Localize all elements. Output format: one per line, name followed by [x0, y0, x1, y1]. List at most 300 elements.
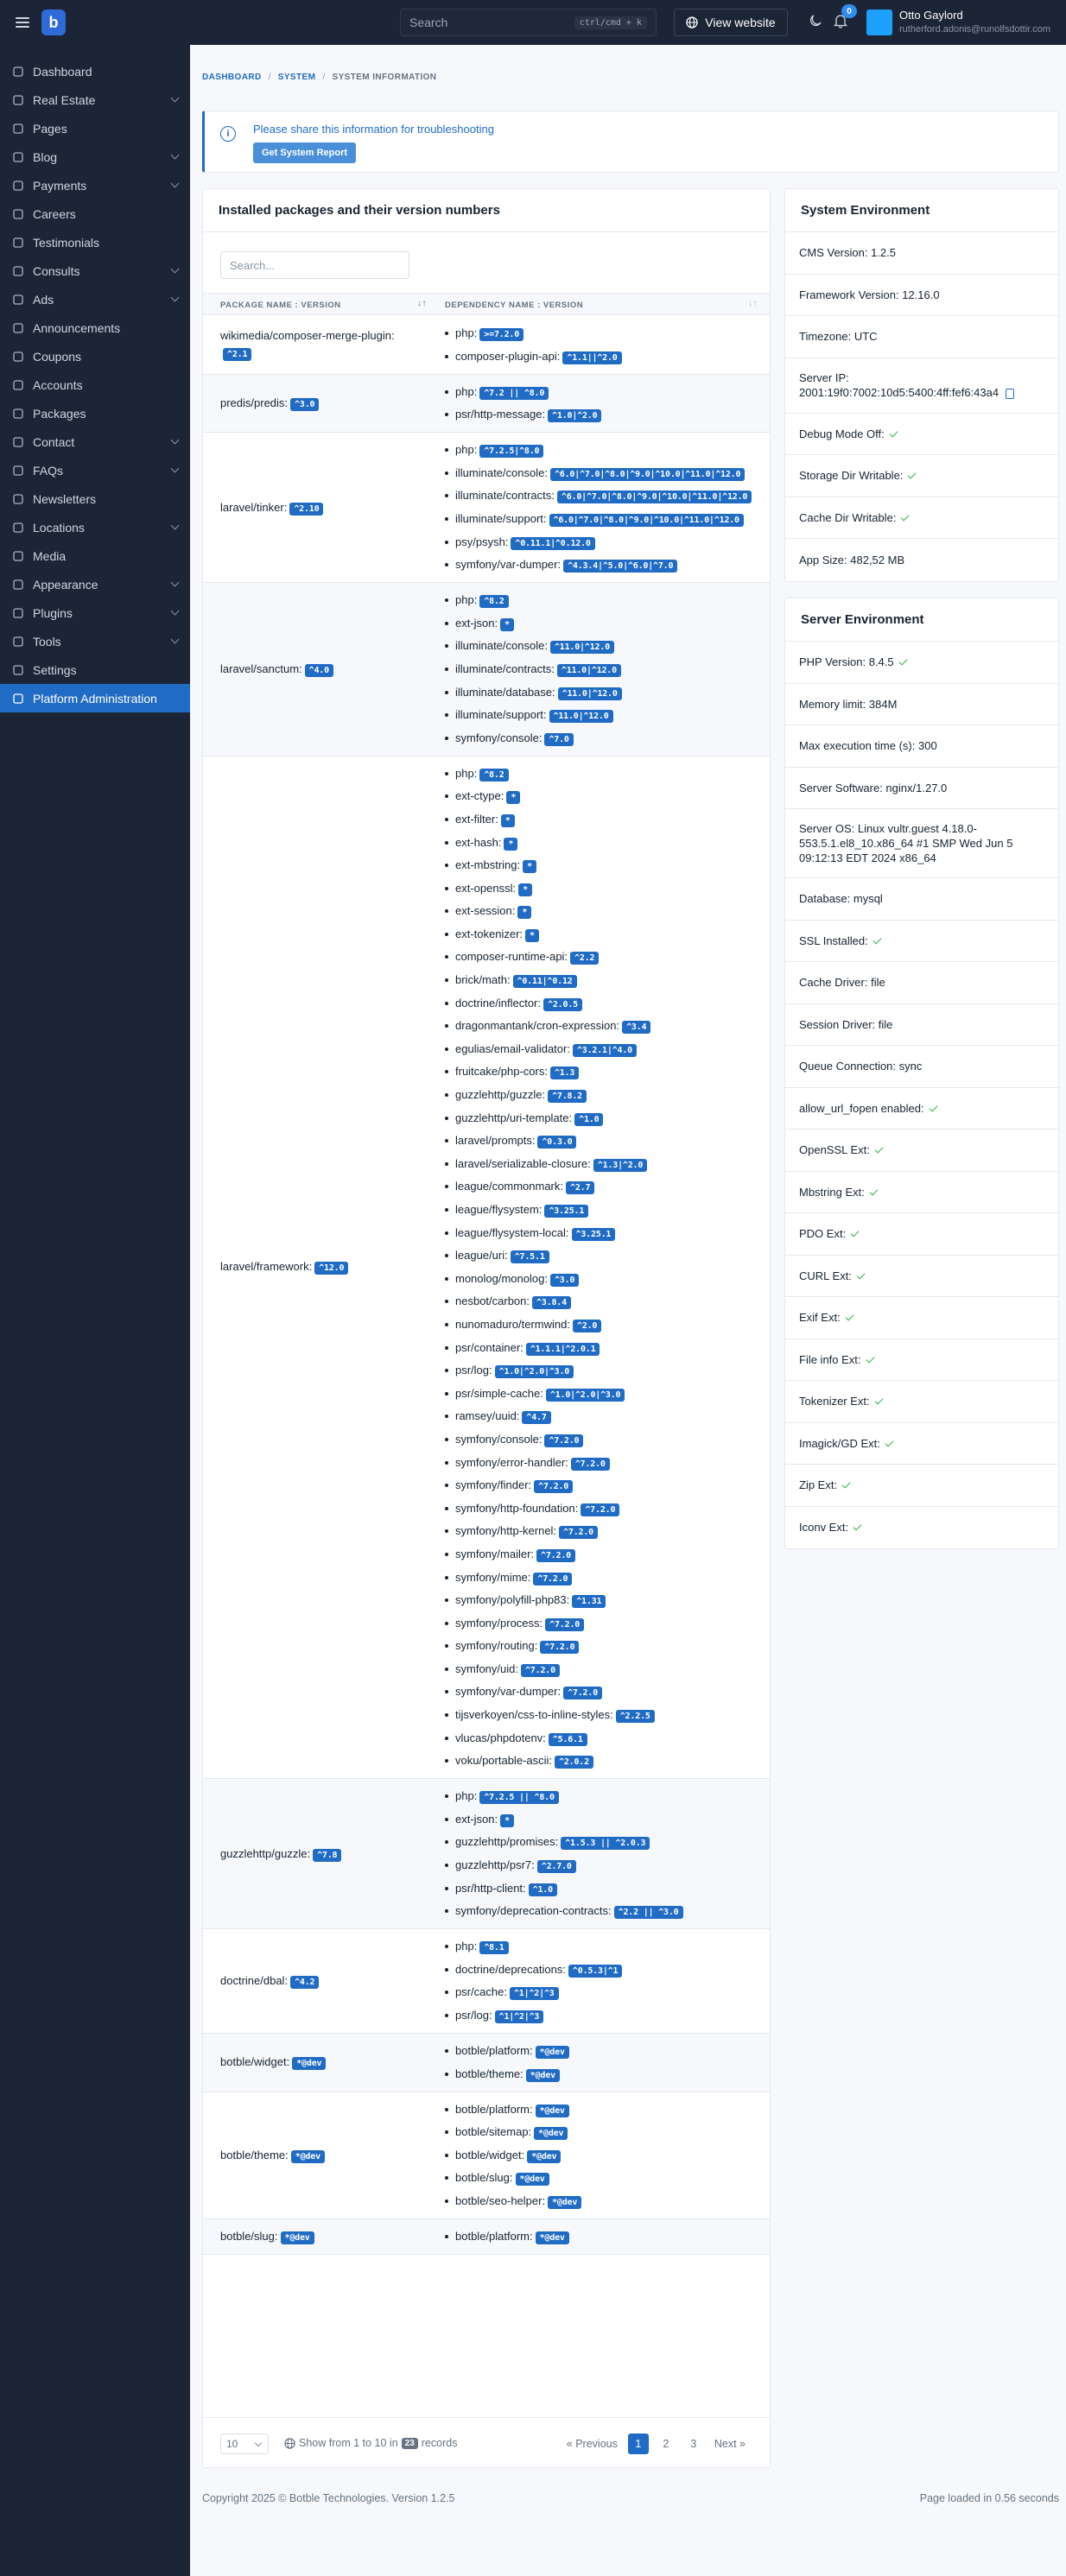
check-icon: [856, 1270, 865, 1279]
dependency-name: laravel/serializable-closure:: [455, 1156, 591, 1170]
check-icon: [898, 657, 907, 666]
alert-message: Please share this information for troubleshooting: [253, 123, 494, 136]
packages-search-input[interactable]: Search...: [220, 251, 409, 279]
version-badge: ^2.1: [223, 348, 251, 361]
dependency-list: [429, 433, 770, 582]
user-name: Otto Gaylord: [899, 9, 963, 22]
packages-card: [202, 188, 771, 2468]
env-item: [785, 275, 1058, 317]
sidebar-item-packages[interactable]: [0, 399, 190, 427]
sidebar-item-label: Tools: [33, 634, 61, 649]
dependency-name: symfony/console:: [455, 731, 543, 744]
check-icon: [869, 1187, 878, 1195]
dependency-name: botble/theme:: [455, 2066, 523, 2080]
per-page-select[interactable]: [220, 2434, 269, 2454]
list-item: [445, 349, 758, 364]
column-dependency[interactable]: DEPENDENCY NAME : VERSION: [445, 301, 584, 310]
sidebar-item-media[interactable]: [0, 541, 190, 570]
version-badge: ^3.0: [550, 1274, 579, 1287]
env-item-text: SSL Installed:: [799, 934, 868, 947]
env-item-text: CURL Ext:: [799, 1269, 852, 1282]
dependency-name: illuminate/contracts:: [455, 489, 555, 503]
version-badge: *: [517, 906, 531, 919]
dependency-name: illuminate/console:: [455, 465, 548, 479]
list-item: [445, 1363, 758, 1378]
list-item: [445, 1156, 758, 1172]
table-row: [203, 1929, 770, 2034]
package-cell: [203, 375, 429, 433]
dependency-name: illuminate/console:: [455, 639, 548, 653]
moon-icon[interactable]: [809, 14, 822, 28]
dependency-list: [429, 1929, 770, 2033]
dependency-list: [429, 375, 770, 433]
package-cell: [203, 756, 429, 1779]
list-item: [445, 2043, 758, 2059]
version-badge: *: [506, 791, 520, 804]
breadcrumb-dashboard[interactable]: DASHBOARD: [202, 73, 262, 82]
list-item: [445, 2193, 758, 2209]
world-icon: [686, 16, 698, 28]
version-badge: ^7.2.0: [536, 1549, 575, 1562]
list-item: [445, 1523, 758, 1539]
version-badge: ^8.2: [479, 595, 508, 608]
version-badge: ^2.10: [289, 503, 323, 516]
version-badge: *: [525, 929, 539, 942]
package-name: laravel/sanctum:: [220, 661, 302, 675]
breadcrumb-system[interactable]: SYSTEM: [277, 73, 316, 82]
home-icon: [12, 66, 24, 78]
dependency-name: psr/simple-cache:: [455, 1386, 543, 1400]
dependency-list: [429, 2034, 770, 2092]
pagination-page-2[interactable]: 2: [663, 2438, 669, 2450]
main-content: [190, 45, 1066, 2576]
chevron-down-icon: [171, 94, 180, 103]
dependency-name: league/commonmark:: [455, 1180, 563, 1193]
sidebar: [0, 45, 190, 2576]
list-item: [445, 407, 758, 422]
version-badge: ^1.0: [529, 1883, 557, 1896]
check-icon: [874, 1145, 883, 1154]
server-ip-value: 2001:19f0:7002:10d5:5400:4ff:fef6:43a4: [799, 386, 999, 399]
env-item: [785, 539, 1058, 581]
dependency-name: guzzlehttp/uri-template:: [455, 1111, 573, 1124]
version-badge: ^7.2 || ^8.0: [479, 387, 549, 400]
dependency-name: tijsverkoyen/css-to-inline-styles:: [455, 1708, 613, 1722]
env-item: [785, 962, 1058, 1004]
env-item-text: Tokenizer Ext:: [799, 1395, 870, 1408]
env-item: [785, 1046, 1058, 1088]
records-info-suffix: records: [421, 2437, 458, 2449]
dependency-name: symfony/var-dumper:: [455, 1685, 562, 1699]
version-badge: *@dev: [526, 2069, 560, 2082]
dependency-name: doctrine/deprecations:: [455, 1962, 566, 1976]
table-header: [203, 293, 770, 315]
sidebar-item-platform-administration[interactable]: [0, 684, 190, 712]
version-badge: ^7.2.0: [544, 1434, 583, 1447]
dependency-name: ext-json:: [455, 616, 498, 630]
env-item-text: PHP Version: 8.4.5: [799, 655, 894, 669]
list-item: [445, 1570, 758, 1585]
dependency-name: psr/container:: [455, 1340, 523, 1354]
copy-icon[interactable]: [1006, 389, 1014, 399]
sort-icon[interactable]: ↓↑: [417, 299, 427, 308]
version-badge: ^6.0|^7.0|^8.0|^9.0|^10.0|^11.0|^12.0: [550, 468, 745, 481]
env-item: [785, 725, 1058, 768]
sidebar-item-label: Accounts: [33, 377, 83, 392]
speakerphone-icon: [12, 322, 24, 334]
version-badge: ^3.25.1: [544, 1205, 588, 1218]
page-icon: [12, 123, 24, 135]
env-item: [785, 684, 1058, 726]
sidebar-item-newsletters[interactable]: [0, 484, 190, 513]
avatar[interactable]: [866, 9, 892, 35]
dependency-name: symfony/mime:: [455, 1570, 531, 1584]
version-badge: ^0.11.1|^0.12.0: [511, 537, 594, 550]
version-badge: ^7.2.0: [540, 1641, 579, 1654]
version-badge: *: [500, 618, 514, 631]
search-placeholder: Search: [409, 16, 448, 29]
env-item-text: Queue Connection: sync: [799, 1060, 923, 1073]
dependency-name: symfony/error-handler:: [455, 1455, 568, 1469]
plug-icon: [12, 607, 24, 619]
get-system-report-button[interactable]: Get System Report: [253, 142, 356, 163]
env-item-text: Timezone: UTC: [799, 330, 878, 344]
env-item: [785, 358, 1058, 414]
env-item: [785, 316, 1058, 358]
version-badge: *@dev: [516, 2173, 549, 2186]
sidebar-item-label: Platform Administration: [33, 691, 157, 706]
env-item-text: Framework Version: 12.16.0: [799, 288, 940, 301]
view-website-button[interactable]: [674, 9, 788, 36]
table-row: [203, 2034, 770, 2092]
check-icon: [845, 1313, 853, 1321]
sidebar-item-contact[interactable]: [0, 427, 190, 456]
version-badge: ^0.5.3|^1: [568, 1965, 622, 1978]
version-badge: ^3.0: [290, 398, 319, 411]
list-item: [445, 1903, 758, 1919]
list-item: [445, 858, 758, 873]
table-row: [203, 583, 770, 756]
sidebar-item-label: Contact: [33, 434, 75, 449]
env-item: [785, 642, 1058, 684]
sidebar-item-blog[interactable]: [0, 142, 190, 171]
dependency-name: composer-runtime-api:: [455, 950, 568, 964]
list-item: [445, 1478, 758, 1493]
building-icon: [12, 94, 24, 106]
version-badge: ^1.0|^2.0|^3.0: [546, 1389, 625, 1402]
version-badge: ^11.0|^12.0: [549, 710, 613, 723]
dependency-name: botble/platform:: [455, 2229, 533, 2243]
env-item: [785, 1339, 1058, 1382]
troubleshooting-alert: [202, 111, 1059, 173]
version-badge: *@dev: [281, 2231, 314, 2244]
version-badge: ^2.7: [566, 1181, 594, 1194]
dependency-name: guzzlehttp/promises:: [455, 1835, 559, 1849]
version-badge: ^11.0|^12.0: [558, 687, 622, 700]
sidebar-item-announcements[interactable]: [0, 313, 190, 342]
package-cell: [203, 2034, 429, 2092]
env-item-text: Cache Dir Writable:: [799, 510, 897, 524]
package-name: laravel/tinker:: [220, 500, 288, 514]
sidebar-item-real-estate[interactable]: [0, 85, 190, 114]
dependency-name: php:: [455, 766, 478, 780]
sidebar-item-coupons[interactable]: [0, 342, 190, 370]
dependency-name: php:: [455, 1789, 478, 1803]
env-item-text: Max execution time (s): 300: [799, 739, 937, 753]
dependency-name: symfony/routing:: [455, 1639, 538, 1653]
version-badge: ^8.2: [479, 769, 508, 782]
list-item: [445, 949, 758, 965]
version-badge: ^2.2: [570, 952, 599, 965]
sort-icon[interactable]: ↓↑: [748, 299, 758, 308]
dependency-name: botble/widget:: [455, 2148, 525, 2161]
env-item: [785, 1004, 1058, 1047]
env-item: [785, 921, 1058, 963]
version-badge: ^7.8.2: [548, 1090, 587, 1103]
list-item: [445, 1834, 758, 1850]
sidebar-item-label: Media: [33, 548, 67, 563]
sidebar-item-label: Settings: [33, 662, 77, 677]
list-item: [445, 1638, 758, 1654]
dependency-name: guzzlehttp/guzzle:: [455, 1088, 546, 1102]
list-item: [445, 2066, 758, 2082]
list-item: [445, 1501, 758, 1516]
list-item: [445, 1408, 758, 1424]
list-item: [445, 707, 758, 723]
search-shortcut: ctrl/cmd + k: [574, 16, 647, 29]
version-badge: ^4.3.4|^5.0|^6.0|^7.0: [563, 560, 677, 573]
list-item: [445, 1202, 758, 1218]
sidebar-item-plugins[interactable]: [0, 598, 190, 627]
sidebar-item-label: Dashboard: [33, 64, 92, 79]
list-item: [445, 1962, 758, 1978]
env-item: [785, 1088, 1058, 1130]
dependency-name: php:: [455, 443, 478, 457]
table-row: [203, 375, 770, 434]
dependency-name: php:: [455, 593, 478, 607]
page-footer: [202, 2492, 1059, 2504]
dependency-name: league/flysystem-local:: [455, 1225, 569, 1239]
sidebar-item-consults[interactable]: [0, 256, 190, 285]
version-badge: ^11.0|^12.0: [557, 664, 621, 677]
check-icon: [901, 512, 910, 521]
sidebar-item-label: Consults: [33, 263, 80, 278]
version-badge: ^7.2.0: [559, 1526, 598, 1539]
version-badge: ^2.2.5: [616, 1710, 655, 1723]
mail-opened-icon: [12, 493, 24, 505]
chevron-down-icon: [171, 607, 180, 616]
env-item: [785, 1507, 1058, 1549]
menu-toggle-icon[interactable]: [16, 17, 29, 28]
user-menu[interactable]: [899, 9, 1050, 36]
list-item: [445, 1087, 758, 1103]
dependency-name: laravel/prompts:: [455, 1134, 536, 1148]
app-logo[interactable]: b: [41, 9, 66, 35]
sidebar-item-label: Testimonials: [33, 235, 100, 250]
env-item: [785, 1297, 1058, 1339]
version-badge: ^1.3|^2.0: [593, 1159, 647, 1172]
notification-count-badge: 0: [841, 4, 857, 18]
table-row: [203, 1779, 770, 1929]
package-name: wikimedia/composer-merge-plugin:: [220, 329, 395, 343]
version-badge: ^4.7: [522, 1411, 550, 1424]
version-badge: ^4.0: [305, 664, 333, 677]
version-badge: ^7.2.0: [521, 1664, 560, 1677]
dependency-name: fruitcake/php-cors:: [455, 1065, 548, 1079]
dependency-name: botble/platform:: [455, 2044, 533, 2057]
version-badge: ^7.2.5 || ^8.0: [479, 1791, 559, 1804]
dependency-name: psy/psysh:: [455, 535, 509, 548]
dependency-name: nunomaduro/termwind:: [455, 1317, 570, 1331]
version-badge: ^1|^2|^3: [495, 2010, 544, 2023]
topbar: [0, 0, 1066, 45]
pagination-page-3[interactable]: 3: [690, 2438, 697, 2450]
version-badge: ^7.5.1: [511, 1250, 549, 1263]
dependency-name: psr/http-message:: [455, 408, 546, 421]
version-badge: ^5.6.1: [549, 1733, 587, 1746]
copyright-text: Copyright 2025 © Botble Technologies. Version 1.2.5: [202, 2492, 455, 2504]
env-item-text: Debug Mode Off:: [799, 427, 885, 440]
dependency-name: symfony/polyfill-php83:: [455, 1593, 570, 1607]
column-package[interactable]: PACKAGE NAME : VERSION: [220, 301, 341, 310]
dependency-list: [429, 316, 770, 374]
version-badge: ^7.0: [544, 733, 573, 746]
version-badge: ^3.4: [622, 1021, 650, 1034]
package-name: botble/theme:: [220, 2148, 289, 2161]
package-cell: [203, 583, 429, 756]
pagination-page-1[interactable]: 1: [628, 2434, 649, 2454]
env-item-text: Session Driver: file: [799, 1017, 893, 1031]
dependency-name: ext-json:: [455, 1812, 498, 1826]
dependency-name: ext-hash:: [455, 835, 502, 849]
dependency-name: botble/seo-helper:: [455, 2193, 546, 2207]
user-email: rutherford.adonis@runolfsdottir.com: [899, 24, 1051, 35]
global-search-input[interactable]: [400, 9, 657, 36]
sidebar-item-pages[interactable]: [0, 114, 190, 142]
chevron-down-icon: [171, 151, 180, 160]
version-badge: *: [500, 1814, 514, 1827]
list-item: [445, 1592, 758, 1608]
list-item: [445, 2170, 758, 2186]
list-item: [445, 1455, 758, 1471]
dependency-name: ext-session:: [455, 904, 516, 918]
pagination-previous[interactable]: « Previous: [566, 2438, 618, 2450]
version-badge: ^1.0: [574, 1113, 603, 1126]
list-item: [445, 1271, 758, 1287]
sidebar-item-tools[interactable]: [0, 627, 190, 655]
version-badge: ^6.0|^7.0|^8.0|^9.0|^10.0|^11.0|^12.0: [549, 514, 744, 527]
env-item-text: Exif Ext:: [799, 1311, 841, 1325]
env-item: [785, 809, 1058, 878]
list-item: [445, 766, 758, 782]
dependency-name: symfony/uid:: [455, 1661, 518, 1675]
version-badge: *@dev: [292, 2057, 326, 2070]
env-item: [785, 455, 1058, 497]
help-icon: [12, 465, 24, 477]
list-item: [445, 788, 758, 804]
version-badge: ^1.5.3 || ^2.0.3: [561, 1837, 650, 1850]
list-item: [445, 2102, 758, 2117]
version-badge: ^4.2: [290, 1976, 319, 1989]
sidebar-item-label: Coupons: [33, 349, 82, 364]
chevron-down-icon: [171, 522, 180, 530]
list-item: [445, 1616, 758, 1631]
version-badge: >=7.2.0: [479, 328, 523, 341]
records-info-prefix: Show from 1 to 10 in: [299, 2437, 398, 2449]
dependency-name: symfony/deprecation-contracts:: [455, 1904, 612, 1918]
list-item: [445, 881, 758, 896]
version-badge: ^7.2.0: [534, 1480, 573, 1493]
package-name: doctrine/dbal:: [220, 1974, 289, 1988]
dependency-list: [429, 2092, 770, 2218]
env-item: [785, 1465, 1058, 1507]
sidebar-item-settings[interactable]: [0, 655, 190, 684]
package-icon: [12, 408, 24, 420]
check-icon: [885, 1438, 893, 1446]
version-badge: *@dev: [291, 2150, 325, 2163]
table-row: [203, 756, 770, 1780]
calendar-icon: [12, 265, 24, 277]
sidebar-item-accounts[interactable]: [0, 370, 190, 399]
records-info: [284, 2437, 457, 2449]
sidebar-item-faqs[interactable]: [0, 456, 190, 484]
chevron-down-icon: [171, 465, 180, 473]
world-icon: [12, 522, 24, 534]
sidebar-item-dashboard[interactable]: [0, 57, 190, 85]
package-cell: [203, 1779, 429, 1928]
list-item: [445, 1064, 758, 1079]
pagination-next[interactable]: Next »: [714, 2438, 746, 2450]
dependency-name: ext-mbstring:: [455, 858, 521, 872]
sidebar-item-label: Packages: [33, 406, 86, 421]
list-item: [445, 903, 758, 919]
list-item: [445, 1248, 758, 1263]
list-item: [445, 996, 758, 1011]
dependency-name: ext-filter:: [455, 812, 498, 826]
version-badge: *: [504, 838, 517, 851]
sidebar-item-label: Plugins: [33, 605, 73, 620]
package-name: botble/widget:: [220, 2055, 290, 2069]
env-item-text: Database: mysql: [799, 892, 883, 906]
version-badge: *@dev: [548, 2196, 581, 2209]
env-item-text: Zip Ext:: [799, 1478, 838, 1492]
version-badge: ^2.0.2: [555, 1756, 593, 1769]
version-badge: ^1.3: [550, 1066, 579, 1079]
sidebar-item-payments[interactable]: [0, 171, 190, 199]
env-item: [785, 497, 1058, 540]
list-item: [445, 1684, 758, 1699]
dependency-list: [429, 756, 770, 1779]
credit-card-icon: [12, 180, 24, 192]
list-item: [445, 1661, 758, 1677]
dependency-name: ext-tokenizer:: [455, 927, 523, 940]
version-badge: ^12.0: [314, 1262, 348, 1275]
list-item: [445, 1111, 758, 1126]
users-icon: [12, 379, 24, 391]
env-item: [785, 768, 1058, 810]
list-item: [445, 1133, 758, 1149]
sidebar-item-testimonials[interactable]: [0, 228, 190, 256]
sidebar-item-locations[interactable]: [0, 513, 190, 541]
sidebar-item-appearance[interactable]: [0, 570, 190, 598]
check-icon: [929, 1103, 937, 1111]
sidebar-item-careers[interactable]: [0, 199, 190, 228]
sidebar-item-ads[interactable]: [0, 285, 190, 313]
article-icon: [12, 151, 24, 163]
list-item: [445, 1179, 758, 1194]
version-badge: *: [523, 860, 536, 873]
dependency-name: php:: [455, 326, 478, 339]
